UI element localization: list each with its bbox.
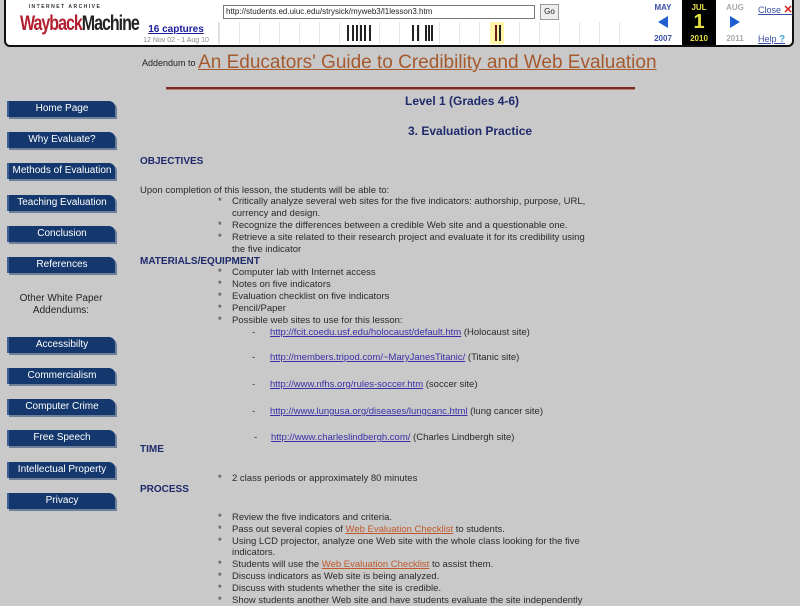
other-addendums-label bbox=[0, 293, 122, 317]
cur-year: 2010 bbox=[690, 34, 708, 43]
bullet-icon: * bbox=[218, 232, 222, 243]
bullet-icon: * bbox=[218, 583, 222, 594]
cur-day: 1 bbox=[693, 11, 705, 33]
objective-item: Recognize the differences between a credible Web site and a questionable one. bbox=[232, 220, 568, 231]
site-note: (lung cancer site) bbox=[470, 406, 544, 417]
process-item bbox=[232, 559, 493, 570]
bullet-icon: * bbox=[218, 512, 222, 523]
close-icon: ✕ bbox=[783, 4, 793, 16]
material-item: Pencil/Paper bbox=[232, 303, 286, 314]
site-item bbox=[270, 352, 519, 363]
logo-wayback-machine: WaybackMachine bbox=[20, 13, 139, 36]
dash-icon: - bbox=[252, 406, 256, 417]
nav-teaching-evaluation[interactable]: Teaching Evaluation bbox=[7, 195, 115, 211]
next-capture[interactable] bbox=[718, 0, 752, 45]
go-button[interactable]: Go bbox=[540, 4, 559, 20]
nav-conclusion[interactable]: Conclusion bbox=[7, 226, 115, 242]
process-item bbox=[232, 524, 505, 535]
dash-icon: - bbox=[252, 352, 256, 363]
bullet-icon: * bbox=[218, 524, 222, 535]
lesson-title: 3. Evaluation Practice bbox=[408, 124, 533, 138]
nav-accessibility[interactable]: Accessibilty bbox=[7, 337, 115, 353]
other-label-line2: Addendums: bbox=[32, 305, 90, 316]
site-link-lung-cancer[interactable]: http://www.lungusa.org/diseases/lungcanc.html bbox=[270, 406, 468, 417]
wayback-logo[interactable] bbox=[20, 4, 139, 42]
process-item: Using LCD projector, analyze one Web site with the whole class looking for the five bbox=[232, 536, 580, 547]
objectives-heading: OBJECTIVES bbox=[140, 156, 204, 167]
objective-item: Critically analyze several web sites for the five indicators: authorship, purpose, URL, bbox=[232, 196, 586, 207]
process-text: to assist them. bbox=[429, 559, 494, 570]
captures-range: 12 Nov 02 - 1 Aug 10 bbox=[143, 37, 209, 44]
bullet-icon: * bbox=[218, 536, 222, 547]
nav-intellectual-property[interactable]: Intellectual Property bbox=[7, 462, 115, 478]
next-month: AUG bbox=[726, 3, 744, 12]
material-item: Computer lab with Internet access bbox=[232, 267, 376, 278]
site-link-holocaust[interactable]: http://fcit.coedu.usf.edu/holocaust/default.htm bbox=[270, 327, 462, 338]
logo-internet-archive: INTERNET ARCHIVE bbox=[28, 4, 102, 10]
bullet-icon: * bbox=[218, 559, 222, 570]
site-item bbox=[270, 406, 543, 417]
site-link-soccer[interactable]: http://www.nfhs.org/rules-soccer.htm bbox=[270, 379, 424, 390]
divider bbox=[166, 87, 635, 90]
materials-heading: MATERIALS/EQUIPMENT bbox=[140, 256, 260, 267]
objectives-intro: Upon completion of this lesson, the students will be able to: bbox=[140, 185, 390, 196]
guide-title-link[interactable]: An Educators' Guide to Credibility and Web Evaluation bbox=[198, 52, 657, 73]
process-item: Review the five indicators and criteria. bbox=[232, 512, 392, 523]
process-text: Pass out several copies of bbox=[232, 524, 346, 535]
nav-why-evaluate[interactable]: Why Evaluate? bbox=[7, 132, 115, 148]
objective-item-cont: currency and design. bbox=[232, 208, 321, 219]
bullet-icon: * bbox=[218, 571, 222, 582]
nav-methods-of-evaluation[interactable]: Methods of Evaluation bbox=[7, 163, 115, 179]
nav-privacy[interactable]: Privacy bbox=[7, 493, 115, 509]
cur-month: JUL bbox=[691, 3, 707, 12]
help-button[interactable]: Help ? bbox=[758, 34, 786, 45]
bullet-icon: * bbox=[218, 279, 222, 290]
nav-computer-crime[interactable]: Computer Crime bbox=[7, 399, 115, 415]
process-item: Show students another Web site and have students evaluate the site independently bbox=[232, 595, 583, 606]
captures-link[interactable]: 16 captures bbox=[148, 24, 204, 35]
other-label-line1: Other White Paper bbox=[19, 293, 103, 304]
site-link-titanic[interactable]: http://members.tripod.com/~MaryJanesTitanic/ bbox=[270, 352, 466, 363]
process-item: Discuss indicators as Web site is being analyzed. bbox=[232, 571, 440, 582]
process-text: Students will use the bbox=[232, 559, 322, 570]
site-note: (soccer site) bbox=[425, 379, 478, 390]
nav-commercialism[interactable]: Commercialism bbox=[7, 368, 115, 384]
time-item: 2 class periods or approximately 80 minutes bbox=[232, 473, 418, 484]
process-text: to students. bbox=[453, 524, 505, 535]
site-note: (Titanic site) bbox=[467, 352, 520, 363]
arrow-left-icon[interactable] bbox=[658, 16, 668, 28]
bullet-icon: * bbox=[218, 595, 222, 606]
objective-item: Retrieve a site related to their research project and evaluate it for its credibility using bbox=[232, 232, 585, 243]
next-year: 2011 bbox=[726, 34, 744, 43]
capture-sparkline[interactable] bbox=[218, 22, 638, 44]
level-heading: Level 1 (Grades 4-6) bbox=[405, 94, 520, 108]
current-capture bbox=[682, 0, 716, 45]
bullet-icon: * bbox=[218, 267, 222, 278]
site-item bbox=[270, 379, 478, 390]
bullet-icon: * bbox=[218, 291, 222, 302]
material-item: Evaluation checklist on five indicators bbox=[232, 291, 390, 302]
calendar-nav bbox=[646, 0, 756, 45]
prev-year: 2007 bbox=[654, 34, 672, 43]
web-evaluation-checklist-link[interactable]: Web Evaluation Checklist bbox=[321, 559, 430, 570]
material-item: Possible web sites to use for this lesson: bbox=[232, 315, 403, 326]
web-evaluation-checklist-link[interactable]: Web Evaluation Checklist bbox=[345, 524, 454, 535]
prev-capture[interactable] bbox=[646, 0, 680, 45]
nav-home-page[interactable]: Home Page bbox=[7, 101, 115, 117]
bullet-icon: * bbox=[218, 303, 222, 314]
site-note: (Charles Lindbergh site) bbox=[413, 432, 515, 443]
url-input[interactable]: http://students.ed.uiuc.edu/strysick/myweb3/l1lesson3.htm bbox=[223, 5, 535, 19]
captures-info bbox=[136, 24, 216, 44]
site-item bbox=[271, 432, 514, 443]
dash-icon: - bbox=[254, 432, 258, 443]
addendum-line bbox=[142, 52, 657, 74]
process-item-cont: indicators. bbox=[232, 547, 276, 558]
arrow-right-icon[interactable] bbox=[730, 16, 740, 28]
dash-icon: - bbox=[252, 379, 256, 390]
toolbar-links bbox=[758, 3, 794, 45]
time-heading: TIME bbox=[140, 444, 164, 455]
bullet-icon: * bbox=[218, 473, 222, 484]
help-icon: ? bbox=[779, 34, 786, 45]
bullet-icon: * bbox=[218, 220, 222, 231]
close-button[interactable]: Close ✕ bbox=[758, 4, 793, 16]
bullet-icon: * bbox=[218, 315, 222, 326]
process-heading: PROCESS bbox=[140, 484, 189, 495]
nav-free-speech[interactable]: Free Speech bbox=[7, 430, 115, 446]
objective-item-cont: the five indicator bbox=[232, 244, 302, 255]
material-item: Notes on five indicators bbox=[232, 279, 331, 290]
wayback-toolbar bbox=[4, 0, 794, 47]
addendum-prefix: Addendum to bbox=[142, 58, 196, 68]
nav-references[interactable]: References bbox=[7, 257, 115, 273]
dash-icon: - bbox=[252, 327, 256, 338]
site-note: (Holocaust site) bbox=[461, 327, 530, 338]
bullet-icon: * bbox=[218, 196, 222, 207]
site-link-lindbergh[interactable]: http://www.charleslindbergh.com/ bbox=[271, 432, 411, 443]
prev-month: MAY bbox=[654, 3, 672, 12]
site-item bbox=[270, 327, 530, 338]
process-item: Discuss with students whether the site is credible. bbox=[232, 583, 442, 594]
